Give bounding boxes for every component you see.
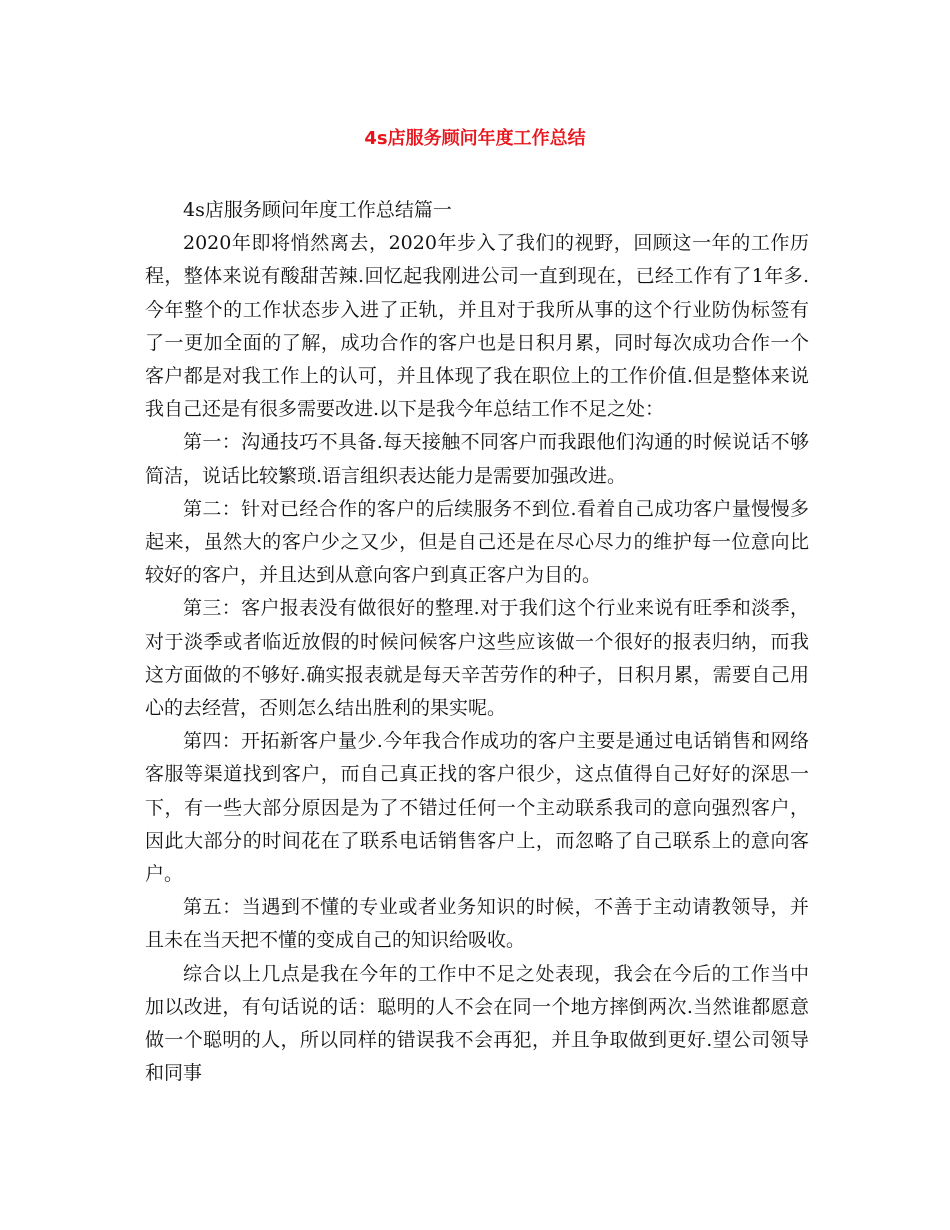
paragraph-point-1: 第一：沟通技巧不具备.每天接触不同客户而我跟他们沟通的时候说话不够简洁，说话比较繁琐.语言组织表达能力是需要加强改进。 (145, 431, 809, 487)
paragraph-conclusion: 综合以上几点是我在今年的工作中不足之处表现，我会在今后的工作当中加以改进，有句话说的话：聪明的人不会在同一个地方摔倒两次.当然谁都愿意做一个聪明的人，所以同样的错误我不会再犯，并且争取做到更好.望公司领导和同事 (145, 962, 809, 1085)
paragraph-point-3: 第三：客户报表没有做很好的整理.对于我们这个行业来说有旺季和淡季，对于淡季或者临近放假的时候问候客户这些应该做一个很好的报表归纳，而我这方面做的不够好.确实报表就是每天辛苦劳作的种子，日积月累，需要自己用心的去经营，否则怎么结出胜利的果实呢。 (145, 597, 809, 720)
paragraph-intro: 2020年即将悄然离去，2020年步入了我们的视野，回顾这一年的工作历程，整体来说有酸甜苦辣.回忆起我刚进公司一直到现在，已经工作有了1年多.今年整个的工作状态步入进了正轨，并且对于我所从事的这个行业防伪标签有了一更加全面的了解，成功合作的客户也是日积月累，同时每次成功合作一个客户都是对我工作上的认可，并且体现了我在职位上的工作价值.但是整体来说我自己还是有很多需要改进.以下是我今年总结工作不足之处： (145, 232, 809, 421)
document-title: 4s店服务顾问年度工作总结 (364, 128, 586, 149)
paragraph-point-2: 第二：针对已经合作的客户的后续服务不到位.看着自己成功客户量慢慢多起来，虽然大的客户少之又少，但是自己还是在尽心尽力的维护每一位意向比较好的客户，并且达到从意向客户到真正客户为目的。 (145, 497, 809, 587)
document-body (145, 194, 809, 1090)
paragraph-point-5: 第五：当遇到不懂的专业或者业务知识的时候，不善于主动请教领导，并且未在当天把不懂的变成自己的知识给吸收。 (145, 896, 809, 952)
paragraph-point-4: 第四：开拓新客户量少.今年我合作成功的客户主要是通过电话销售和网络客服等渠道找到客户，而自己真正找的客户很少，这点值得自己好好的深思一下，有一些大部分原因是为了不错过任何一个主动联系我司的意向强烈客户，因此大部分的时间花在了联系电话销售客户上，而忽略了自己联系上的意向客户。 (145, 730, 809, 886)
section-heading: 4s店服务顾问年度工作总结篇一 (183, 199, 452, 221)
